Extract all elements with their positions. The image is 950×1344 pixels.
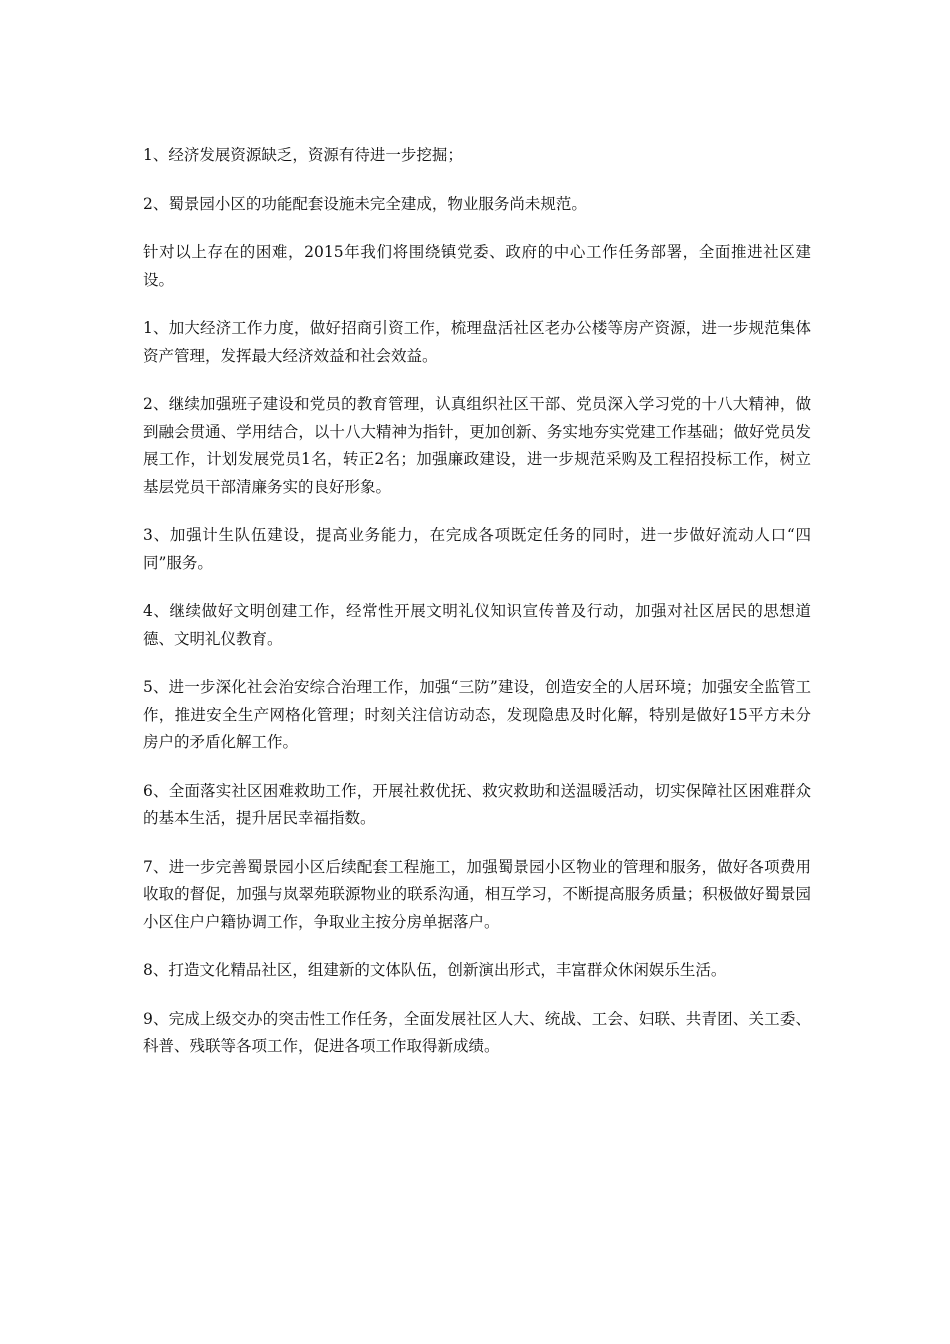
difficulty-1: 1、经济发展资源缺乏，资源有待进一步挖掘； [143,146,463,164]
plan-intro: 针对以上存在的困难，2015年我们将围绕镇党委、政府的中心工作任务部署，全面推进社区建设。 [143,243,811,289]
plan-item-8: 8、打造文化精品社区，组建新的文体队伍，创新演出形式，丰富群众休闲娱乐生活。 [143,961,727,979]
plan-item-2: 2、继续加强班子建设和党员的教育管理，认真组织社区干部、党员深入学习党的十八大精神，做到融会贯通、学用结合，以十八大精神为指针，更加创新、务实地夯实党建工作基础；做好党员发展工作，计划发展党员1名，转正2名；加强廉政建设，进一步规范采购及工程招投标工作，树立基层党员干部清廉务实的良好形象。 [143,395,811,496]
plan-item-1: 1、加大经济工作力度，做好招商引资工作，梳理盘活社区老办公楼等房产资源，进一步规范集体资产管理，发挥最大经济效益和社会效益。 [143,319,811,365]
difficulty-2: 2、蜀景园小区的功能配套设施未完全建成，物业服务尚未规范。 [143,194,587,213]
plan-item-4: 4、继续做好文明创建工作，经常性开展文明礼仪知识宣传普及行动，加强对社区居民的思想道德、文明礼仪教育。 [143,602,811,648]
plan-item-6: 6、全面落实社区困难救助工作，开展社救优抚、救灾救助和送温暖活动，切实保障社区困难群众的基本生活，提升居民幸福指数。 [143,781,811,827]
document-page [143,142,811,1082]
plan-item-5: 5、进一步深化社会治安综合治理工作，加强“三防”建设，创造安全的人居环境；加强安全监管工作，推进安全生产网格化管理；时刻关注信访动态，发现隐患及时化解，特别是做好15平方未分房户的矛盾化解工作。 [143,678,811,751]
plan-item-7: 7、进一步完善蜀景园小区后续配套工程施工，加强蜀景园小区物业的管理和服务，做好各项费用收取的督促，加强与岚翠苑联源物业的联系沟通，相互学习，不断提高服务质量；积极做好蜀景园小区住户户籍协调工作，争取业主按分房单据落户。 [143,857,811,931]
plan-item-9: 9、完成上级交办的突击性工作任务，全面发展社区人大、统战、工会、妇联、共青团、关工委、科普、残联等各项工作，促进各项工作取得新成绩。 [143,1009,811,1055]
plan-item-3: 3、加强计生队伍建设，提高业务能力，在完成各项既定任务的同时，进一步做好流动人口“四同”服务。 [143,526,811,572]
